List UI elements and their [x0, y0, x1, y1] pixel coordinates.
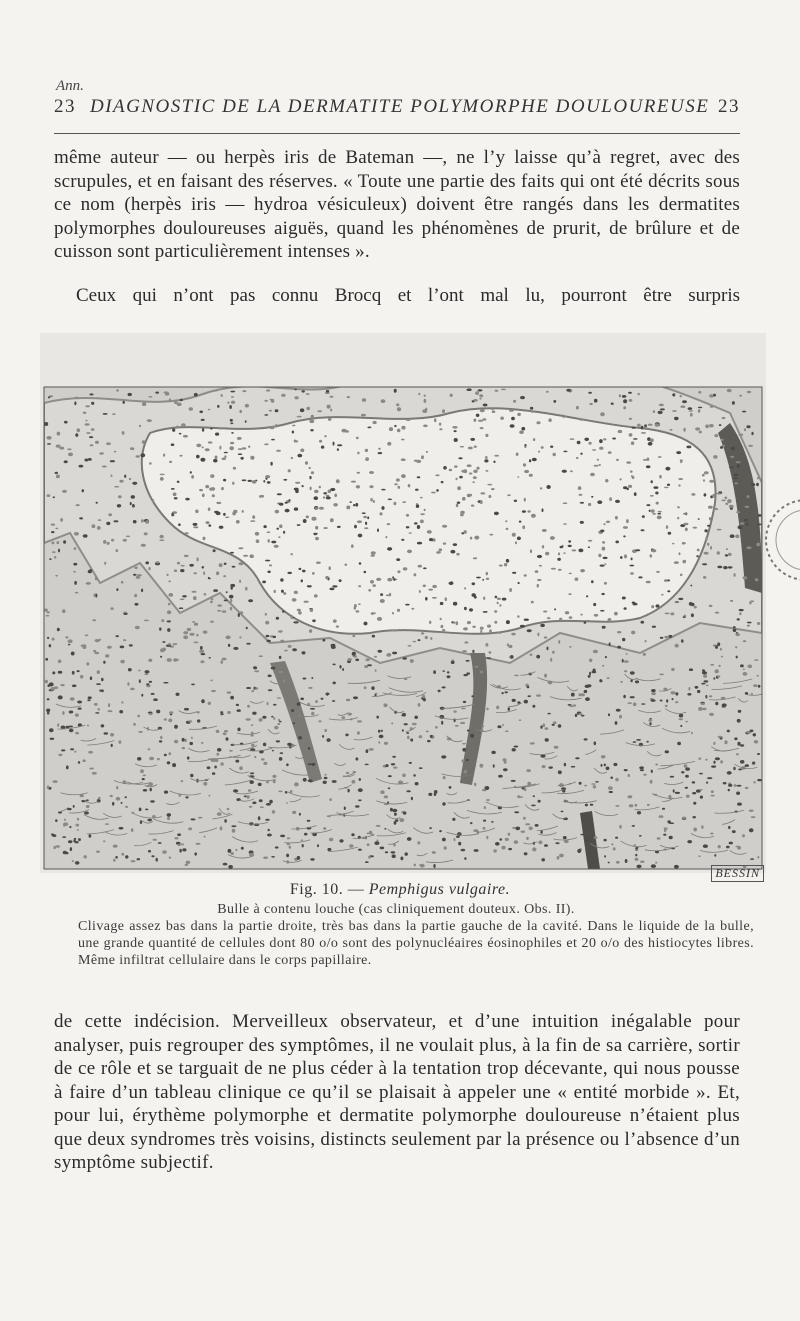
paragraph-top: même auteur — ou herpès iris de Bateman —, ne l’y laisse qu’à regret, avec des scrupules, et en faisant des réserves. « Toute une partie des faits qui ont été décrits sous ce nom (herpès iris — hydroa vésiculeux) doivent être rangés dans les dermatites polymorphes douloureuses aiguës, quand les phénomènes de prurit, de brûlure et de cuisson sont particulièrement intenses ».	[54, 147, 740, 262]
paragraph-bottom: de cette indécision. Merveilleux observateur, et d’une intuition inégalable pour analyser, puis regrouper des symptômes, il ne voulait plus, à la fin de sa carrière, sortir de ce rôle et se targuait de ne plus céder à la tentation trop décevante, qui nous pousse à faire d’un tableau clinique ce qu’il se plaisait à appeler une « entité morbide ». Et, pour lui, érythème polymorphe et dermatite polymorphe douloureuse n’étaient plus que deux syndromes très voisins, distincts seulement par la présence ou l’absence d’un symptôme subjectif.	[54, 1011, 740, 1173]
caption-body: Clivage assez bas dans la partie droite, très bas dans la partie gauche de la cavité. Dans le liquide de la bulle, une grande quantité de cellules dont 80 o/o sont des polynucléaires éosinophiles et 20 o/o des histiocytes libres. Même infiltrat cellulaire dans le corps papillaire.	[78, 919, 754, 968]
ann-marginal-note: Ann.	[56, 78, 84, 94]
engraver-signature: BESSIN	[711, 865, 764, 882]
figure-caption	[78, 901, 754, 969]
page-number-left: 23	[54, 96, 76, 117]
caption-first-line: Bulle à contenu louche (cas cliniquement douteux. Obs. II).	[217, 902, 575, 917]
figure-title	[0, 881, 800, 899]
running-head	[54, 96, 740, 120]
running-title: DIAGNOSTIC DE LA DERMATITE POLYMORPHE DOULOUREUSE	[90, 96, 710, 117]
figure-title-italic: Pemphigus vulgaire.	[368, 881, 511, 898]
histology-engraving	[40, 333, 766, 873]
page-number-right: 23	[718, 96, 740, 117]
paragraph-surpris: Ceux qui n’ont pas connu Brocq et l’ont mal lu, pourront être surpris	[76, 285, 740, 306]
header-rule	[54, 133, 740, 134]
histology-figure	[40, 333, 766, 873]
figure-label: Fig. 10. —	[289, 881, 369, 898]
library-stamp-mark	[758, 470, 800, 610]
